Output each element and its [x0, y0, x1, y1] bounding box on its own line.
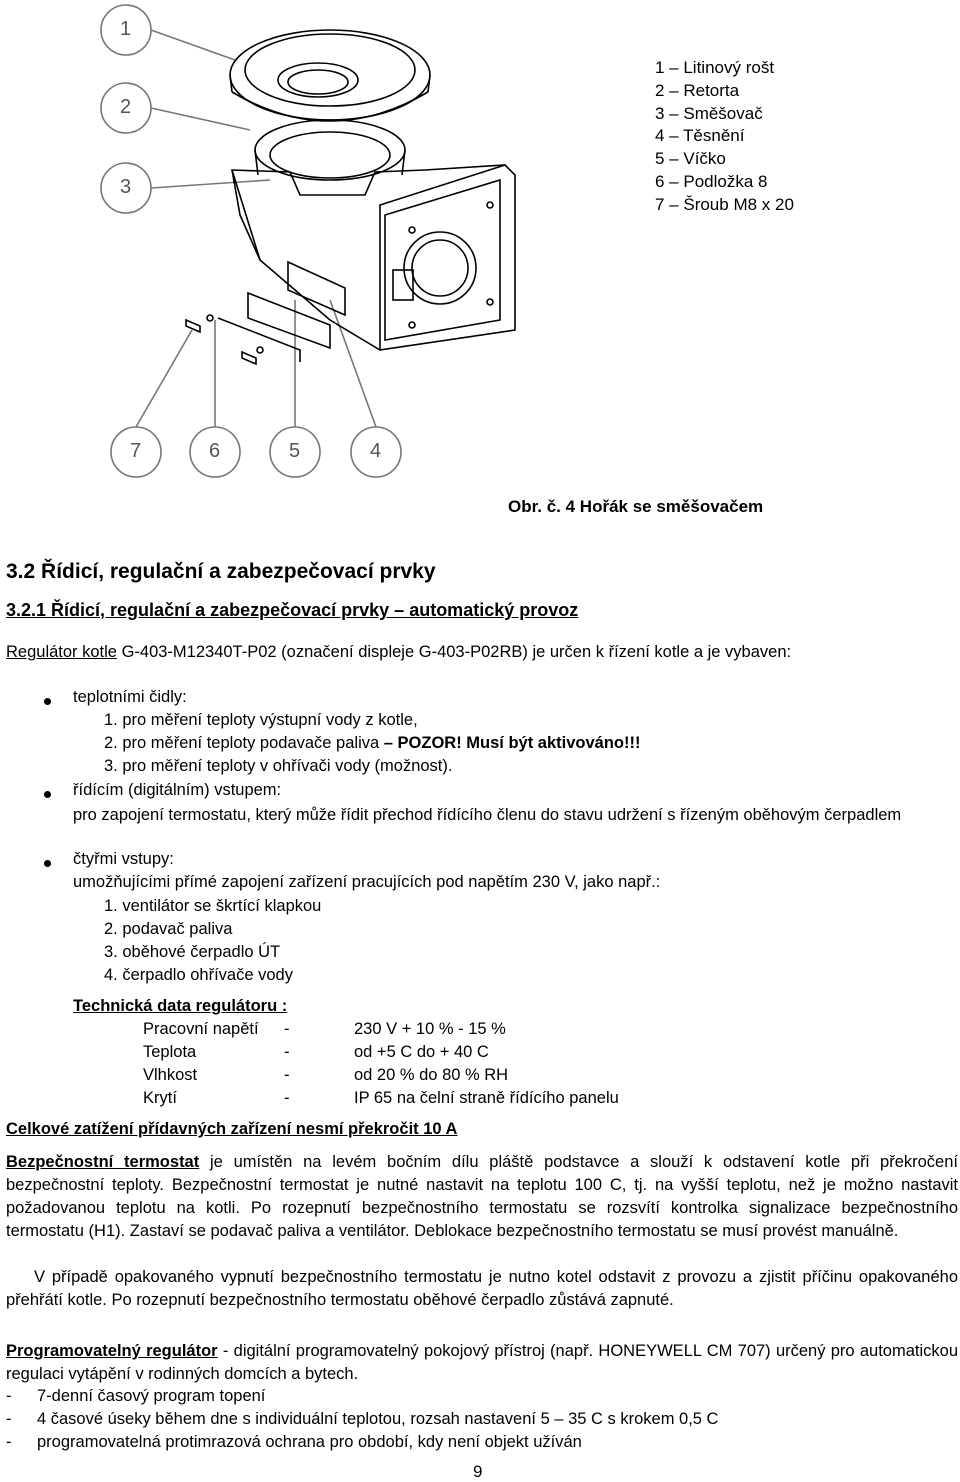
sensor-item	[104, 734, 640, 753]
page-number: 9	[473, 1462, 483, 1481]
tech-label: Teplota	[143, 1043, 197, 1061]
burner-exploded-drawing	[0, 0, 640, 490]
legend-item: 7 – Šroub M8 x 20	[655, 194, 794, 214]
bullet-digital-input: řídícím (digitálním) vstupem:	[73, 781, 282, 799]
legend-item: 3 – Směšovač	[655, 103, 763, 123]
bullet-sensors: teplotními čidly:	[73, 688, 187, 706]
tech-dash: -	[284, 1043, 290, 1061]
sensor-item-text: 2. pro měření teploty podavače paliva	[104, 734, 384, 752]
callout-6: 6	[209, 440, 221, 462]
legend-item: 5 – Víčko	[655, 149, 726, 169]
output-item: 2. podavač paliva	[104, 920, 233, 938]
safety-paragraph	[6, 1151, 958, 1243]
feature-dash: -	[6, 1410, 12, 1428]
feature-dash: -	[6, 1387, 12, 1405]
regulator-label: Regulátor kotle	[6, 643, 117, 661]
feature-text: programovatelná protimrazová ochrana pro období, kdy není objekt užíván	[37, 1433, 582, 1451]
legend-item: 4 – Těsnění	[655, 126, 745, 146]
tech-value: IP 65 na čelní straně řídícího panelu	[354, 1089, 619, 1107]
sensor-item: 3. pro měření teploty v ohřívači vody (možnost).	[104, 757, 453, 775]
tech-dash: -	[284, 1089, 290, 1107]
digital-input-text: pro zapojení termostatu, který může řídit přechod řídícího členu do stavu udržení s řízeným oběhovým čerpadlem	[73, 806, 902, 824]
programmable-paragraph	[6, 1340, 958, 1386]
legend-item: 1 – Litinový rošt	[655, 58, 775, 77]
output-item: 3. oběhové čerpadlo ÚT	[104, 943, 281, 961]
tech-heading: Technická data regulátoru :	[73, 997, 288, 1015]
tech-value: 230 V + 10 % - 15 %	[354, 1020, 506, 1038]
bullet-icon	[44, 698, 51, 705]
callout-5: 5	[289, 440, 301, 462]
output-item: 4. čerpadlo ohřívače vody	[104, 966, 293, 984]
figure-caption: Obr. č. 4 Hořák se směšovačem	[508, 497, 764, 516]
feature-text: 4 časové úseky během dne s individuální teplotou, rozsah nastavení 5 – 35 C s krokem 0,5 C	[37, 1410, 719, 1428]
safety-text: je umístěn na levém bočním dílu pláště podstavce a slouží k odstavení kotle při překročení bezpečnostní teploty. Bezpečnostní termostat je nutné nastavit na teplotu 100 C, tj. na vyšší teplotu, než je možno nastavit požadovanou teplotu na kotli. Po rozepnutí bezpečnostního termostatu se rozsvítí kontrolka signalizace bezpečnostního termostatu (H1). Zastaví se podavač paliva a ventilátor. Deblokace bezpečnostního termostatu se musí provést manuálně.	[6, 1153, 958, 1240]
regulator-intro	[6, 641, 958, 664]
tech-label: Pracovní napětí	[143, 1020, 259, 1038]
sensor-warning: – POZOR! Musí být aktivováno!!!	[383, 734, 641, 752]
callout-1: 1	[120, 18, 132, 40]
tech-dash: -	[284, 1066, 290, 1084]
regulator-text: G-403-M12340T-P02 (označení displeje G-403-P02RB) je určen k řízení kotle a je vybaven:	[116, 643, 792, 661]
bullet-outputs: čtyřmi vstupy:	[73, 850, 174, 868]
callout-7: 7	[130, 440, 142, 462]
safety-label: Bezpečnostní termostat	[6, 1153, 200, 1171]
outputs-text: umožňujícími přímé zapojení zařízení pracujících pod napětím 230 V, jako např.:	[73, 873, 661, 891]
sensor-item: 1. pro měření teploty výstupní vody z kotle,	[104, 711, 418, 729]
programmable-label: Programovatelný regulátor	[6, 1342, 218, 1360]
programmable-text: - digitální programovatelný pokojový přístroj (např. HONEYWELL CM 707) určený pro automatickou regulaci vytápění v rodinných domcích a bytech.	[6, 1342, 959, 1383]
callout-4: 4	[370, 440, 382, 462]
tech-value: od +5 C do + 40 C	[354, 1043, 489, 1061]
bullet-icon	[44, 791, 51, 798]
bullet-icon	[44, 860, 51, 867]
legend-item: 2 – Retorta	[655, 80, 740, 100]
feature-dash: -	[6, 1433, 12, 1451]
load-warning: Celkové zatížení přídavných zařízení nesmí překročit 10 A	[6, 1120, 458, 1138]
callout-3: 3	[120, 176, 132, 198]
section-heading: 3.2 Řídicí, regulační a zabezpečovací prvky	[6, 560, 436, 583]
safety-paragraph-2: V případě opakovaného vypnutí bezpečnostního termostatu je nutno kotel odstavit z provozu a zjistit příčinu opakovaného přehřátí kotle. Po rozepnutí bezpečnostního termostatu oběhové čerpadlo zůstává zapnuté.	[6, 1268, 958, 1309]
subsection-heading	[6, 600, 578, 621]
callout-2: 2	[120, 96, 132, 118]
feature-text: 7-denní časový program topení	[37, 1387, 266, 1405]
subsection-heading-text: 3.2.1 Řídicí, regulační a zabezpečovací prvky – automatický provoz	[6, 600, 579, 620]
tech-value: od 20 % do 80 % RH	[354, 1066, 509, 1084]
figure-legend	[655, 57, 794, 217]
output-item: 1. ventilátor se škrtící klapkou	[104, 897, 322, 915]
tech-dash: -	[284, 1020, 290, 1038]
tech-label: Vlhkost	[143, 1066, 198, 1084]
tech-label: Krytí	[143, 1089, 177, 1107]
legend-item: 6 – Podložka 8	[655, 171, 768, 191]
